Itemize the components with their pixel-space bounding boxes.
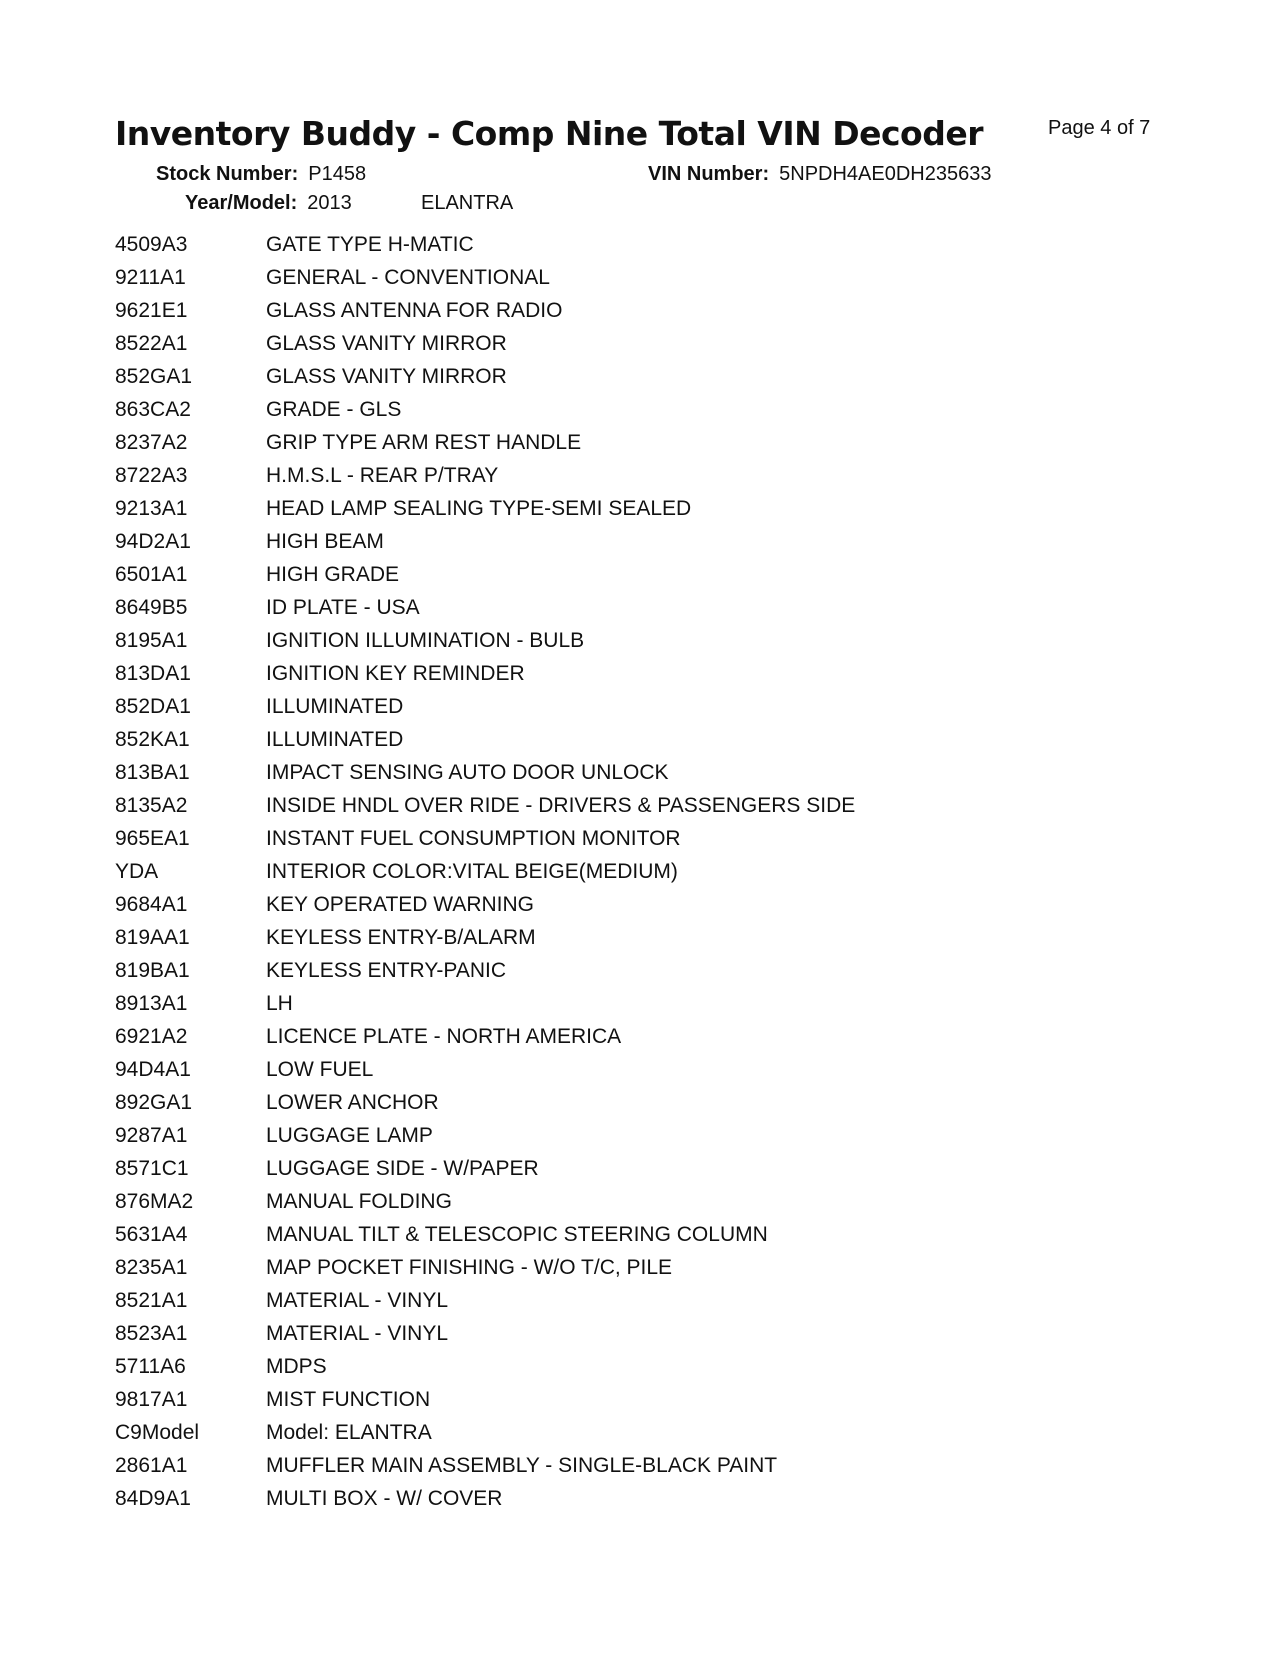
option-description: HIGH BEAM	[266, 530, 384, 553]
option-description: LOW FUEL	[266, 1058, 374, 1081]
option-code: 8237A2	[115, 431, 188, 454]
option-code: 8649B5	[115, 596, 188, 619]
option-code: 9621E1	[115, 299, 188, 322]
option-row	[115, 591, 1135, 624]
option-code: 813BA1	[115, 761, 190, 784]
option-code: 6501A1	[115, 563, 188, 586]
option-row	[115, 1449, 1135, 1482]
option-row	[115, 1284, 1135, 1317]
option-description: LUGGAGE LAMP	[266, 1124, 433, 1147]
page-number: Page 4 of 7	[1048, 117, 1151, 139]
option-row	[115, 327, 1135, 360]
option-description: MIST FUNCTION	[266, 1388, 431, 1411]
option-row	[115, 1119, 1135, 1152]
option-row	[115, 789, 1135, 822]
option-description: GLASS VANITY MIRROR	[266, 365, 507, 388]
option-description: LICENCE PLATE - NORTH AMERICA	[266, 1025, 622, 1048]
option-description: GENERAL - CONVENTIONAL	[266, 266, 550, 289]
option-code: 852GA1	[115, 365, 193, 388]
option-description: LUGGAGE SIDE - W/PAPER	[266, 1157, 539, 1180]
option-description: MULTI BOX - W/ COVER	[266, 1487, 503, 1510]
option-code: 9211A1	[115, 266, 186, 289]
option-code: 8571C1	[115, 1157, 189, 1180]
option-description: MDPS	[266, 1355, 327, 1378]
option-description: GLASS ANTENNA FOR RADIO	[266, 299, 563, 322]
option-code: 8521A1	[115, 1289, 188, 1312]
option-code: YDA	[115, 860, 159, 883]
stock-number	[156, 160, 366, 188]
option-row	[115, 921, 1135, 954]
option-description: MAP POCKET FINISHING - W/O T/C, PILE	[266, 1256, 673, 1279]
option-row	[115, 1218, 1135, 1251]
option-code: 8135A2	[115, 794, 188, 817]
stock-number-label: Stock Number:	[156, 163, 299, 185]
option-code: 876MA2	[115, 1190, 194, 1213]
option-code: 4509A3	[115, 233, 188, 256]
option-code: 892GA1	[115, 1091, 193, 1114]
option-row	[115, 888, 1135, 921]
option-row	[115, 1185, 1135, 1218]
option-description: INTERIOR COLOR:VITAL BEIGE(MEDIUM)	[266, 860, 678, 883]
option-code: 852DA1	[115, 695, 191, 718]
option-description: ID PLATE - USA	[266, 596, 420, 619]
option-code: 8523A1	[115, 1322, 188, 1345]
option-code-list	[115, 228, 1135, 1515]
option-row	[115, 1020, 1135, 1053]
option-description: KEYLESS ENTRY-B/ALARM	[266, 926, 536, 949]
option-description: HEAD LAMP SEALING TYPE-SEMI SEALED	[266, 497, 692, 520]
year-value: 2013	[307, 192, 352, 214]
option-code: 9684A1	[115, 893, 188, 916]
option-row	[115, 360, 1135, 393]
option-row	[115, 987, 1135, 1020]
option-code: 819BA1	[115, 959, 190, 982]
option-description: Model: ELANTRA	[266, 1421, 432, 1444]
option-code: 8913A1	[115, 992, 188, 1015]
option-row	[115, 294, 1135, 327]
option-description: GRIP TYPE ARM REST HANDLE	[266, 431, 582, 454]
option-row	[115, 1416, 1135, 1449]
option-description: MANUAL TILT & TELESCOPIC STEERING COLUMN	[266, 1223, 768, 1246]
option-row	[115, 1383, 1135, 1416]
option-code: 8235A1	[115, 1256, 188, 1279]
option-code: 5711A6	[115, 1355, 186, 1378]
option-description: MATERIAL - VINYL	[266, 1289, 449, 1312]
option-description: LOWER ANCHOR	[266, 1091, 439, 1114]
option-description: KEY OPERATED WARNING	[266, 893, 534, 916]
option-row	[115, 1251, 1135, 1284]
option-description: ILLUMINATED	[266, 728, 404, 751]
option-code: 819AA1	[115, 926, 190, 949]
option-description: KEYLESS ENTRY-PANIC	[266, 959, 507, 982]
vin-number-value: 5NPDH4AE0DH235633	[779, 163, 992, 185]
option-description: ILLUMINATED	[266, 695, 404, 718]
option-description: IGNITION KEY REMINDER	[266, 662, 525, 685]
option-description: IMPACT SENSING AUTO DOOR UNLOCK	[266, 761, 669, 784]
option-description: GLASS VANITY MIRROR	[266, 332, 507, 355]
stock-number-value: P1458	[308, 163, 367, 185]
option-code: 8195A1	[115, 629, 188, 652]
option-description: MUFFLER MAIN ASSEMBLY - SINGLE-BLACK PAINT	[266, 1454, 778, 1477]
option-description: GRADE - GLS	[266, 398, 402, 421]
option-row	[115, 723, 1135, 756]
page-title: Inventory Buddy - Comp Nine Total VIN Decoder	[115, 114, 983, 153]
option-code: 9213A1	[115, 497, 188, 520]
option-row	[115, 1053, 1135, 1086]
option-code: 94D4A1	[115, 1058, 191, 1081]
option-description: INSTANT FUEL CONSUMPTION MONITOR	[266, 827, 681, 850]
option-description: MANUAL FOLDING	[266, 1190, 452, 1213]
option-row	[115, 393, 1135, 426]
option-row	[115, 657, 1135, 690]
option-row	[115, 1482, 1135, 1515]
option-description: GATE TYPE H-MATIC	[266, 233, 474, 256]
option-description: IGNITION ILLUMINATION - BULB	[266, 629, 585, 652]
option-row	[115, 855, 1135, 888]
option-description: INSIDE HNDL OVER RIDE - DRIVERS & PASSENGERS SIDE	[266, 794, 856, 817]
option-code: 5631A4	[115, 1223, 188, 1246]
option-row	[115, 1152, 1135, 1185]
option-row	[115, 954, 1135, 987]
year-model-label: Year/Model:	[185, 192, 298, 214]
option-row	[115, 1317, 1135, 1350]
option-row	[115, 756, 1135, 789]
option-code: 94D2A1	[115, 530, 191, 553]
option-description: MATERIAL - VINYL	[266, 1322, 449, 1345]
option-code: 813DA1	[115, 662, 191, 685]
year-model	[185, 189, 352, 217]
option-row	[115, 426, 1135, 459]
option-row	[115, 558, 1135, 591]
option-row	[115, 1350, 1135, 1383]
option-row	[115, 492, 1135, 525]
option-code: 2861A1	[115, 1454, 188, 1477]
option-code: 8522A1	[115, 332, 188, 355]
option-description: H.M.S.L - REAR P/TRAY	[266, 464, 499, 487]
option-code: 863CA2	[115, 398, 191, 421]
option-code: 9287A1	[115, 1124, 188, 1147]
option-row	[115, 228, 1135, 261]
option-row	[115, 525, 1135, 558]
option-code: 852KA1	[115, 728, 190, 751]
option-description: LH	[266, 992, 293, 1015]
option-code: 6921A2	[115, 1025, 188, 1048]
vin-number	[648, 160, 991, 188]
option-description: HIGH GRADE	[266, 563, 400, 586]
option-row	[115, 822, 1135, 855]
option-row	[115, 459, 1135, 492]
vin-number-label: VIN Number:	[648, 163, 770, 185]
model-value: ELANTRA	[421, 192, 514, 214]
option-code: 9817A1	[115, 1388, 188, 1411]
option-code: 8722A3	[115, 464, 188, 487]
option-row	[115, 690, 1135, 723]
option-code: 965EA1	[115, 827, 190, 850]
option-row	[115, 1086, 1135, 1119]
option-row	[115, 261, 1135, 294]
option-row	[115, 624, 1135, 657]
option-code: 84D9A1	[115, 1487, 191, 1510]
option-code: C9Model	[115, 1421, 200, 1444]
